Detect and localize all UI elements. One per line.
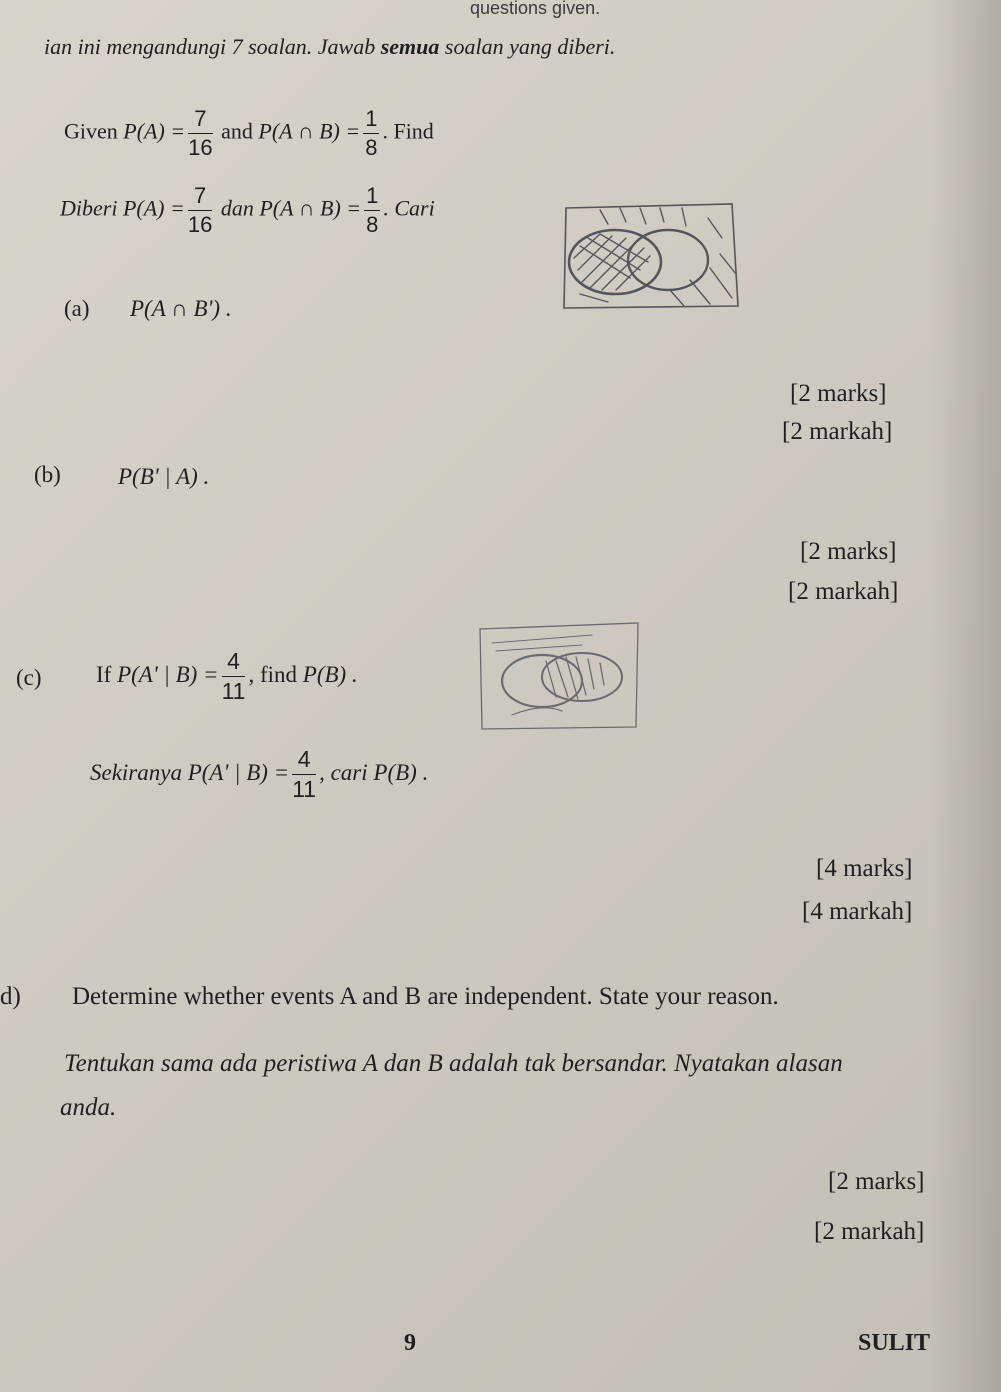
fraction-num: 1 [363,108,379,134]
part-a-marks-ms [782,418,892,446]
part-c-marks-en [816,855,913,883]
marks-text: [2 marks] [790,380,887,407]
given-pa: P(A) = [123,118,186,144]
fraction-num: 1 [364,185,380,211]
page-number: 9 [404,1330,416,1356]
given-and-ms: dan [220,195,254,221]
fraction-pa [188,108,212,159]
part-d-malay-line1: Tentukan sama ada peristiwa A dan B adalah tak bersandar. Nyatakan alasan [64,1050,843,1077]
fraction-num: 7 [188,108,212,134]
part-a-label: (a) [64,296,90,321]
marks-text: [2 marks] [828,1168,925,1195]
marks-text: [2 markah] [788,578,899,605]
fraction-den: 11 [292,776,317,802]
given-english [64,108,434,159]
part-c-find-ms: , cari [319,759,368,785]
fraction-num: 7 [188,185,212,211]
given-pab-ms: P(A ∩ B) = [259,195,362,221]
given-malay [60,185,435,236]
paper-edge-shadow [930,0,1001,1392]
fraction-pab-ms [364,185,380,236]
given-label-ms: Diberi [60,195,118,221]
part-b-label: (b) [34,462,61,487]
venn-sketch-1 [560,198,745,313]
part-c-malay [90,748,428,801]
given-find: . Find [382,118,434,144]
part-c-marks-ms [802,898,912,926]
part-b-marks-en [800,538,897,566]
given-label: Given [64,118,118,144]
marks-text: [2 markah] [782,418,893,445]
fraction-c-ms [292,748,316,801]
given-pa-ms: P(A) = [122,195,185,221]
part-c-target: P(B) . [302,661,358,687]
fraction-den: 11 [221,678,246,704]
part-a-expression: P(A ∩ B') . [130,296,232,321]
header-instruction-bold: semua [380,34,440,59]
fraction-den: 8 [365,135,378,160]
part-c-if: If [96,661,112,687]
part-c-expr: P(A' | B) = [117,661,219,687]
fraction-den: 8 [366,212,379,237]
fraction-pab [363,108,379,159]
part-a-marks-en [790,380,887,408]
header-instruction [44,34,615,60]
given-pab: P(A ∩ B) = [258,118,361,144]
header-instruction-tail: soalan yang diberi. [439,34,616,59]
fraction-c [222,650,246,703]
marks-text: [4 marks] [816,855,913,882]
part-d-label: d) [0,983,21,1010]
part-c-if-ms: Sekiranya [90,759,182,785]
part-d-marks-ms [814,1218,924,1246]
marks-text: [2 markah] [814,1218,925,1245]
part-b-marks-ms [788,578,898,606]
header-line-1: questions given. [470,0,601,18]
part-c-english [96,650,358,703]
part-d-english: Determine whether events A and B are independent. State your reason. [72,983,779,1010]
part-c-label: (c) [16,665,42,690]
part-d-marks-en [828,1168,925,1196]
marks-text: [2 marks] [800,538,897,565]
header-instruction-text: ian ini mengandungi 7 soalan. Jawab [44,34,381,59]
part-b-expression: P(B' | A) . [118,464,210,489]
part-c-expr-ms: P(A' | B) = [187,759,290,785]
given-find-ms: . Cari [383,195,435,221]
fraction-pa-ms [188,185,212,236]
given-and: and [221,118,253,144]
fraction-num: 4 [292,748,316,775]
fraction-den: 16 [188,135,213,160]
marks-text: [4 markah] [802,898,913,925]
part-c-target-ms: P(B) . [373,759,429,785]
part-c-find: , find [248,661,298,687]
part-d-malay-line2: anda. [60,1094,117,1121]
sulit-stamp: SULIT [858,1330,931,1356]
fraction-num: 4 [222,650,246,677]
fraction-den: 16 [187,212,213,237]
venn-sketch-2 [472,615,644,733]
